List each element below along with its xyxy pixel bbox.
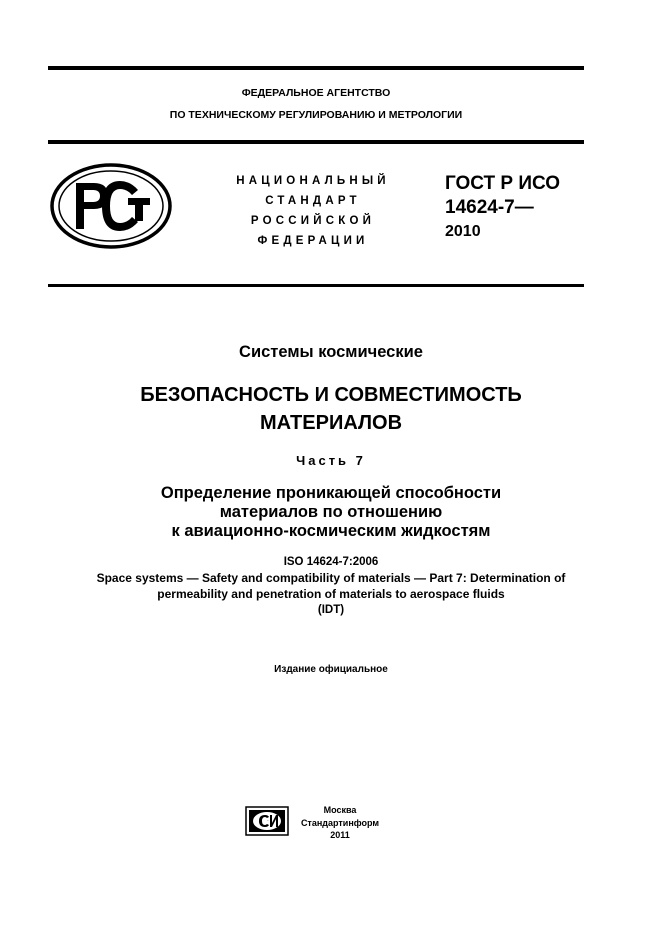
publisher-info [292,804,388,842]
standard-type-line-1: НАЦИОНАЛЬНЫЙ [236,175,390,187]
designation-year: 2010 [445,223,481,240]
part-title-line-3: к авиационно-космическим жидкостям [171,522,491,540]
iso-ref: ISO 14624-7:2006 [283,556,379,568]
standard-type-line-2: СТАНДАРТ [265,195,361,207]
header-rule [48,140,584,144]
standard-designation [445,172,560,244]
edition-label: Издание официальное [274,664,388,675]
main-title-line-1: БЕЗОПАСНОСТЬ И СОВМЕСТИМОСТЬ [140,384,522,406]
standard-type-line-4: ФЕДЕРАЦИИ [257,235,369,247]
top-rule [48,66,584,70]
designation-line-1: ГОСТ Р ИСО [445,173,561,194]
standard-type [218,171,408,251]
publisher-name: Стандартинформ [300,817,380,828]
title-systems: Системы космические [239,343,423,361]
part-number: Часть 7 [296,453,366,468]
standard-type-line-3: РОССИЙСКОЙ [250,215,376,227]
publisher-year: 2011 [330,830,350,840]
publisher-city: Москва [323,805,357,815]
iso-title-line-2: permeability and penetration of materials to aerospace fluids [157,587,505,601]
agency-line-2: ПО ТЕХНИЧЕСКОМУ РЕГУЛИРОВАНИЮ И МЕТРОЛОГИИ [169,109,463,121]
main-title [48,381,614,437]
main-title-line-2: МАТЕРИАЛОВ [259,412,403,434]
part-title-line-2: материалов по отношению [219,503,443,521]
logo-text: РСТ [111,206,113,207]
agency-line-1: ФЕДЕРАЛЬНОЕ АГЕНТСТВО [241,87,391,99]
iso-title-line-1: Space systems — Safety and compatibility of materials — Part 7: Determination of [96,571,566,585]
iso-reference [48,554,614,618]
rst-certification-mark-icon [50,163,172,249]
title-rule [48,284,584,287]
part-title [48,484,614,541]
agency-header [48,83,584,125]
designation-line-2: 14624-7— [445,197,534,218]
standartinform-logo-icon [245,806,289,836]
publisher-logo-text: СИ [267,821,269,822]
iso-idt: (IDT) [317,604,345,616]
part-title-line-1: Определение проникающей способности [160,484,502,502]
